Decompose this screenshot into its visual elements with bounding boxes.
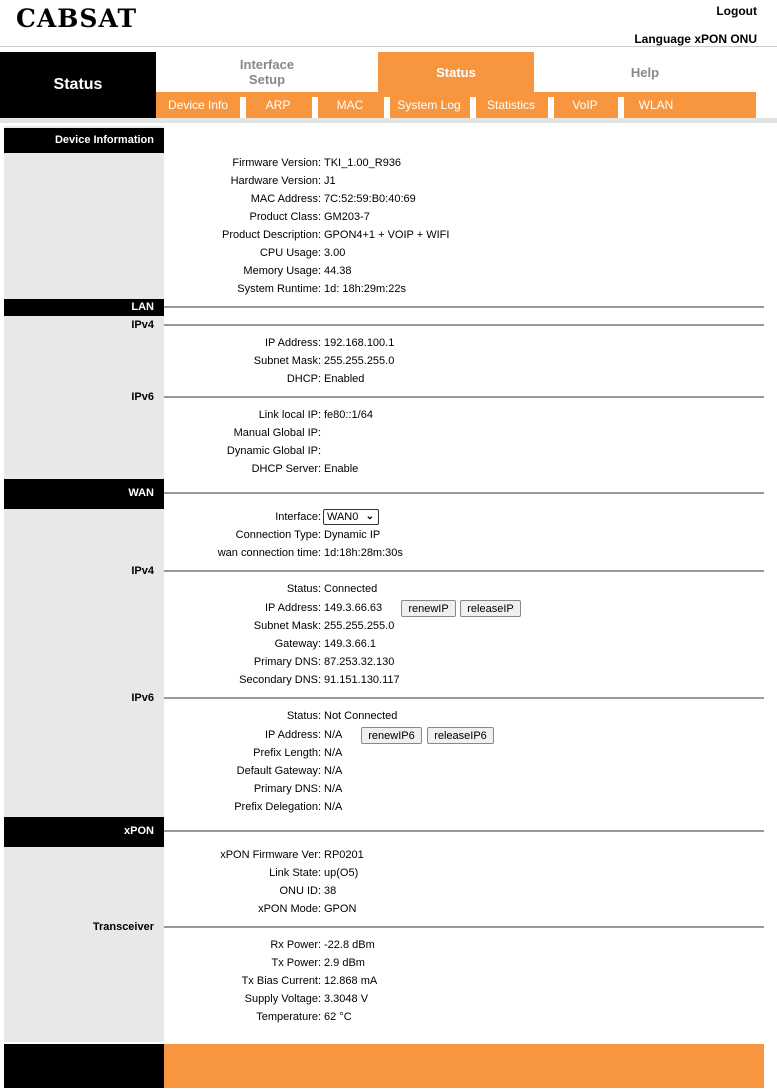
field-value: 192.168.100.1 [324,337,395,349]
field-value: 3.00 [324,247,346,259]
field-label: Connection Type [235,529,318,541]
subsection-wan-ipv4: IPv4 [131,565,154,577]
field-label: Status [286,710,318,722]
language-label: Language xPON ONU [634,32,757,46]
field-value: 44.38 [324,265,352,277]
field-label: xPON Mode [258,903,318,915]
tab-interface-setup[interactable]: Interface Setup [239,57,295,87]
interface-select-value: WAN0 [327,511,359,523]
field-value: 255.255.255.0 [324,355,395,367]
subtab-arp[interactable]: ARP [265,98,291,112]
field-label: DHCP Server [251,463,318,475]
field-value: 149.3.66.63 [324,602,383,614]
field-value: 1d: 18h:29m:22s [324,283,406,295]
field-value: RP0201 [324,849,364,861]
field-label: Temperature [256,1011,318,1023]
field-value: 12.868 mA [324,975,378,987]
field-label: Supply Voltage [244,993,318,1005]
footer-left [4,1044,164,1088]
field-value: J1 [324,175,336,187]
subsection-transceiver: Transceiver [92,921,154,933]
subsection-ipv6: IPv6 [131,391,154,403]
tab-help[interactable]: Help [630,64,660,80]
logout-link[interactable]: Logout [716,4,757,18]
renew-ip-button[interactable]: renewIP [401,600,456,617]
section-xpon: xPON [4,817,164,847]
field-label: Subnet Mask [253,355,318,367]
field-label: Primary DNS [253,656,318,668]
footer-bar [164,1044,764,1088]
field-label: Hardware Version [230,175,318,187]
field-value: Connected [324,583,378,595]
field-label: xPON Firmware Ver [220,849,318,861]
field-value: 149.3.66.1 [324,638,376,650]
field-label: Product Description [222,229,318,241]
field-label: Subnet Mask [253,620,318,632]
field-value: N/A [324,729,343,741]
subsection-ipv4: IPv4 [131,319,154,331]
section-title: Status [0,52,156,118]
field-value: N/A [324,747,343,759]
release-ip-button[interactable]: releaseIP [460,600,521,617]
field-value: Not Connected [324,710,398,722]
section-rule [164,697,764,699]
field-value: N/A [324,801,343,813]
section-rule [164,492,764,494]
field-label: DHCP [286,373,318,385]
field-label: Tx Bias Current [241,975,318,987]
subsection-wan-ipv6: IPv6 [131,692,154,704]
field-value: N/A [324,765,343,777]
chevron-down-icon: ⌄ [365,511,374,522]
field-label: CPU Usage [259,247,318,259]
header-divider [0,46,777,47]
field-label: Status [286,583,318,595]
nav-underbar [0,118,777,123]
field-value: TKI_1.00_R936 [324,157,402,169]
section-rule [164,926,764,928]
section-device-information: Device Information [4,128,164,153]
field-label: ONU ID [279,885,318,897]
field-value: 91.151.130.117 [324,674,400,686]
release-ip6-button[interactable]: releaseIP6 [427,727,494,744]
field-value: GPON [324,903,357,915]
field-label: Interface [275,511,318,523]
field-label: Link local IP [258,409,318,421]
field-label: Primary DNS [253,783,318,795]
subtab-system-log[interactable]: System Log [397,98,461,112]
field-label: Tx Power [271,957,318,969]
section-rule [164,396,764,398]
field-label: Rx Power [270,939,318,951]
field-value: 2.9 dBm [324,957,365,969]
field-label: System Runtime [237,283,318,295]
field-value: 3.3048 V [324,993,369,1005]
subtab-device-info[interactable]: Device Info [167,98,229,112]
field-label: wan connection time [217,547,318,559]
field-value: GPON4+1 + VOIP + WIFI [324,229,450,241]
field-value: N/A [324,783,343,795]
interface-select[interactable] [323,509,379,525]
field-value: 38 [324,885,337,897]
field-value: -22.8 dBm [324,939,375,951]
field-label: Firmware Version [232,157,318,169]
field-label: Product Class [249,211,318,223]
field-label: MAC Address [250,193,318,205]
field-label: Memory Usage [243,265,318,277]
renew-ip6-button[interactable]: renewIP6 [361,727,422,744]
field-label: Dynamic Global IP [226,445,318,457]
subtab-wlan[interactable]: WLAN [638,98,674,112]
field-label: Prefix Delegation [234,801,318,813]
field-value: Dynamic IP [324,529,381,541]
field-value: 1d:18h:28m:30s [324,547,403,559]
section-rule [164,324,764,326]
field-label: Secondary DNS [239,674,318,686]
section-lan: LAN [4,299,164,316]
field-value: 7C:52:59:B0:40:69 [324,193,416,205]
field-label: Default Gateway [236,765,318,777]
field-value: Enabled [324,373,365,385]
field-value: 87.253.32.130 [324,656,395,668]
field-value: fe80::1/64 [324,409,373,421]
field-label: Link State [269,867,318,879]
field-value: 255.255.255.0 [324,620,395,632]
brand-logo: CABSAT [16,4,138,33]
field-label: IP Address [265,602,318,614]
field-value: GM203-7 [324,211,370,223]
left-column [4,126,164,1042]
field-label: Gateway [274,638,318,650]
field-value: Enable [324,463,359,475]
field-value: up(O5) [324,867,359,879]
section-rule [164,306,764,308]
field-value: 62 °C [324,1011,352,1023]
field-label: Prefix Length [253,747,318,759]
subtab-mac[interactable]: MAC [336,98,364,112]
section-rule [164,570,764,572]
section-wan: WAN [4,479,164,509]
field-label: IP Address [265,729,318,741]
section-rule [164,830,764,832]
subtab-voip[interactable]: VoIP [572,98,598,112]
field-label: IP Address [265,337,318,349]
field-label: Manual Global IP [233,427,318,439]
tab-status[interactable]: Status [378,52,534,92]
subtab-statistics[interactable]: Statistics [486,98,535,112]
